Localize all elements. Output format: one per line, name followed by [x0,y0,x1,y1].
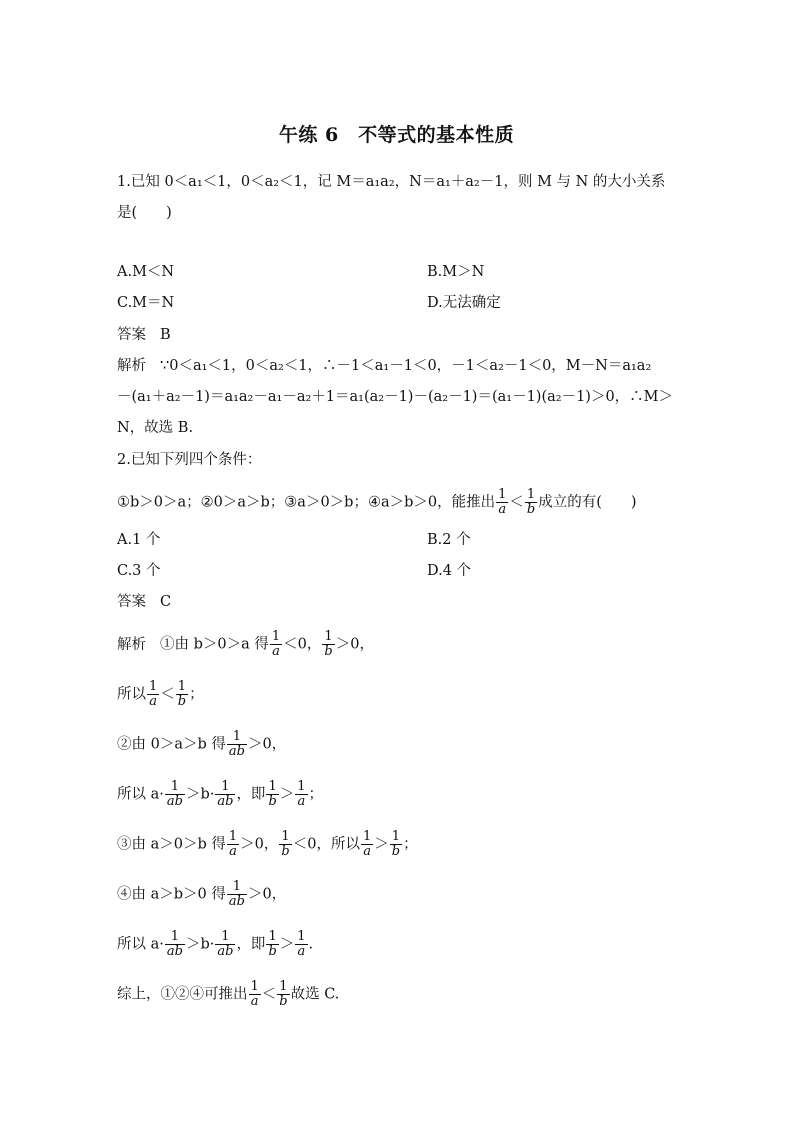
q2-analysis-step4: 所以 a· $\frac{1}{ab}$ ＞b· $\frac{1}{ab}$ ，即 $\frac{1}{b}$ ＞ $\frac{1}{a}$ ； [117,779,324,809]
q2-analysis-label: 解析 [117,636,146,653]
q2-analysis-step2: 所以 $\frac{1}{a}$ ＜ $\frac{1}{b}$ ； [117,679,204,709]
q2-stem-line1: 2.已知下列四个条件： [117,452,262,468]
fraction-1-over-ab: $\frac{1}{ab}$ [228,879,245,909]
q2-analysis-step5: ③由 a＞0＞b 得 $\frac{1}{a}$ ＞0， $\frac{1}{b}$ ＜0，所以 $\frac{1}{a}$ ＞ $\frac{1}{b}$ ； [117,829,418,859]
fraction-1-over-b: $\frac{1}{b}$ [268,779,277,809]
fraction-1-over-b: $\frac{1}{b}$ [268,929,277,959]
fraction-1-over-ab: $\frac{1}{ab}$ [166,929,183,959]
fraction-1-over-b: $\frac{1}{b}$ [281,829,290,859]
fraction-1-over-ab: $\frac{1}{ab}$ [166,779,183,809]
q2-answer-value: C [160,594,172,610]
q2-stem-line2 [117,488,637,517]
fraction-1-over-ab: $\frac{1}{ab}$ [217,929,234,959]
q2-option-b: B.2 个 [427,532,471,548]
q2-answer-row [117,592,171,612]
fraction-1-over-a: $\frac{1}{a}$ [250,979,259,1009]
q1-answer-label: 答案 [117,327,146,343]
q2-answer-label: 答案 [117,594,146,610]
q2-stem-conditions: ①b＞0＞a；②0＞a＞b；③a＞0＞b；④a＞b＞0，能推出 [117,494,496,511]
q1-analysis-line3: N，故选 B. [117,420,194,436]
fraction-1-over-a: $\frac{1}{a}$ [149,679,158,709]
q2-option-a: A.1 个 [117,532,161,548]
q1-option-a: A.M＜N [117,264,175,280]
q1-analysis-label: 解析 [117,358,146,374]
q2-analysis-step3: ②由 0＞a＞b 得 $\frac{1}{ab}$ ＞0， [117,729,287,759]
fraction-1-over-b: $\frac{1}{b}$ [279,979,288,1009]
q1-stem-line2: 是( ) [117,205,172,221]
q2-option-c: C.3 个 [117,563,161,579]
fraction-1-over-ab: $\frac{1}{ab}$ [217,779,234,809]
fraction-1-over-a: $\frac{1}{a}$ [498,487,507,517]
q1-option-b: B.M＞N [427,264,485,280]
fraction-1-over-ab: $\frac{1}{ab}$ [228,729,245,759]
q2-analysis-conclusion: 综上，①②④可推出 $\frac{1}{a}$ ＜ $\frac{1}{b}$ 故选 C. [117,979,340,1009]
page-title: 午练 6 不等式的基本性质 [278,124,515,146]
q1-option-d: D.无法确定 [427,295,501,311]
fraction-1-over-a: $\frac{1}{a}$ [228,829,238,859]
q1-answer-row [117,325,171,345]
q1-analysis-text1: ∵0＜a₁＜1，0＜a₂＜1，∴－1＜a₁－1＜0，－1＜a₂－1＜0，M－N＝a₁a₂ [160,358,652,374]
less-than-sign: ＜ [509,494,524,511]
fraction-1-over-b: $\frac{1}{b}$ [177,679,187,709]
fraction-1-over-a: $\frac{1}{a}$ [297,929,306,959]
fraction-1-over-b: $\frac{1}{b}$ [324,629,333,659]
q2-option-d: D.4 个 [427,563,472,579]
fraction-1-over-a: $\frac{1}{a}$ [297,779,306,809]
q1-analysis-line2: －(a₁＋a₂－1)＝a₁a₂－a₁－a₂＋1＝a₁(a₂－1)－(a₂－1)＝(a₁－1)(a₂－1)＞0，∴M＞ [117,389,674,405]
fraction-1-over-b: $\frac{1}{b}$ [391,829,401,859]
q1-stem-line1: 1.已知 0＜a₁＜1，0＜a₂＜1，记 M＝a₁a₂，N＝a₁＋a₂－1，则 M 与 N 的大小关系 [117,174,666,190]
q1-analysis-line1 [117,356,651,376]
fraction-1-over-a: $\frac{1}{a}$ [362,829,372,859]
q2-stem-tail: 成立的有( ) [538,494,637,511]
fraction-1-over-a: $\frac{1}{a}$ [271,629,281,659]
q2-analysis-step7: 所以 a· $\frac{1}{ab}$ ＞b· $\frac{1}{ab}$ ，即 $\frac{1}{b}$ ＞ $\frac{1}{a}$ . [117,929,314,959]
q1-answer-value: B [160,327,171,343]
q1-option-c: C.M＝N [117,295,175,311]
fraction-1-over-b: $\frac{1}{b}$ [526,487,536,517]
q2-analysis-step1: 解析 ①由 b＞0＞a 得 $\frac{1}{a}$ ＜0， $\frac{1}{b}$ ＞0， [117,629,374,659]
q2-analysis-step6: ④由 a＞b＞0 得 $\frac{1}{ab}$ ＞0， [117,879,287,909]
